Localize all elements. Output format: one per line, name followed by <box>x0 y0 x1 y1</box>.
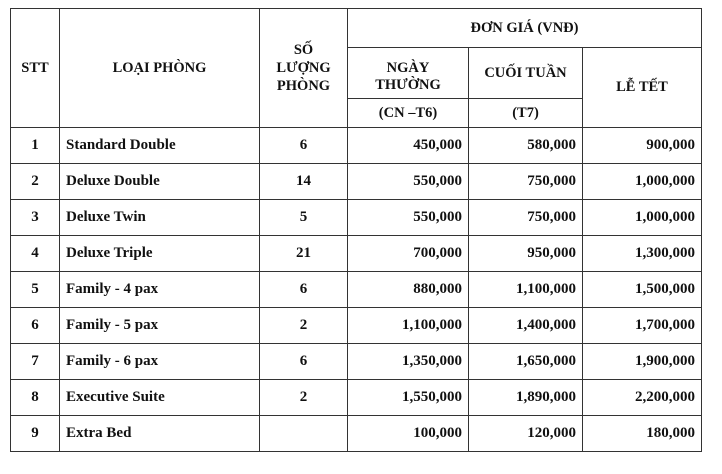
row-weekday-price: 100,000 <box>348 416 469 452</box>
row-weekday-price: 1,100,000 <box>348 308 469 344</box>
row-weekend-price: 750,000 <box>469 164 583 200</box>
table-row <box>11 236 702 272</box>
header-holiday: LỄ TẾT <box>583 48 702 128</box>
row-room-type: Family - 6 pax <box>60 344 260 380</box>
row-holiday-price: 2,200,000 <box>583 380 702 416</box>
table-row <box>11 272 702 308</box>
row-stt: 4 <box>11 236 60 272</box>
header-stt: STT <box>11 9 60 128</box>
row-stt: 5 <box>11 272 60 308</box>
row-holiday-price: 1,300,000 <box>583 236 702 272</box>
header-weekend: CUỐI TUẦN <box>469 48 583 99</box>
table-row <box>11 200 702 236</box>
row-stt: 7 <box>11 344 60 380</box>
row-room-type: Deluxe Twin <box>60 200 260 236</box>
row-weekend-price: 1,890,000 <box>469 380 583 416</box>
header-quantity: SỐ LƯỢNG PHÒNG <box>260 9 348 128</box>
row-weekend-price: 1,650,000 <box>469 344 583 380</box>
row-room-type: Family - 5 pax <box>60 308 260 344</box>
row-weekend-price: 750,000 <box>469 200 583 236</box>
row-weekend-price: 1,100,000 <box>469 272 583 308</box>
header-room-type: LOẠI PHÒNG <box>60 9 260 128</box>
table-row <box>11 308 702 344</box>
row-weekday-price: 550,000 <box>348 164 469 200</box>
table-row <box>11 380 702 416</box>
row-holiday-price: 1,900,000 <box>583 344 702 380</box>
row-quantity: 5 <box>260 200 348 236</box>
row-quantity: 2 <box>260 380 348 416</box>
row-weekday-price: 550,000 <box>348 200 469 236</box>
row-room-type: Deluxe Double <box>60 164 260 200</box>
row-weekday-price: 880,000 <box>348 272 469 308</box>
row-quantity: 6 <box>260 344 348 380</box>
price-table-container <box>10 8 702 452</box>
row-quantity: 14 <box>260 164 348 200</box>
header-weekday: NGÀY THƯỜNG <box>348 48 469 99</box>
table-row <box>11 416 702 452</box>
row-holiday-price: 900,000 <box>583 128 702 164</box>
row-holiday-price: 1,000,000 <box>583 200 702 236</box>
row-stt: 8 <box>11 380 60 416</box>
row-quantity: 6 <box>260 128 348 164</box>
row-weekday-price: 1,350,000 <box>348 344 469 380</box>
row-weekend-price: 120,000 <box>469 416 583 452</box>
header-weekend-sub: (T7) <box>469 99 583 128</box>
row-room-type: Extra Bed <box>60 416 260 452</box>
row-stt: 6 <box>11 308 60 344</box>
row-stt: 9 <box>11 416 60 452</box>
row-stt: 2 <box>11 164 60 200</box>
row-holiday-price: 1,000,000 <box>583 164 702 200</box>
row-room-type: Family - 4 pax <box>60 272 260 308</box>
row-holiday-price: 1,700,000 <box>583 308 702 344</box>
row-room-type: Executive Suite <box>60 380 260 416</box>
row-weekend-price: 580,000 <box>469 128 583 164</box>
row-weekday-price: 1,550,000 <box>348 380 469 416</box>
row-quantity: 2 <box>260 308 348 344</box>
row-quantity <box>260 416 348 452</box>
row-weekday-price: 700,000 <box>348 236 469 272</box>
room-price-table <box>10 8 702 452</box>
table-row <box>11 128 702 164</box>
header-price-group: ĐƠN GIÁ (VNĐ) <box>348 9 702 48</box>
row-room-type: Standard Double <box>60 128 260 164</box>
row-room-type: Deluxe Triple <box>60 236 260 272</box>
row-weekday-price: 450,000 <box>348 128 469 164</box>
table-row <box>11 344 702 380</box>
row-stt: 3 <box>11 200 60 236</box>
row-weekend-price: 1,400,000 <box>469 308 583 344</box>
row-quantity: 6 <box>260 272 348 308</box>
row-stt: 1 <box>11 128 60 164</box>
row-holiday-price: 1,500,000 <box>583 272 702 308</box>
table-row <box>11 164 702 200</box>
row-holiday-price: 180,000 <box>583 416 702 452</box>
row-quantity: 21 <box>260 236 348 272</box>
header-weekday-sub: (CN –T6) <box>348 99 469 128</box>
row-weekend-price: 950,000 <box>469 236 583 272</box>
